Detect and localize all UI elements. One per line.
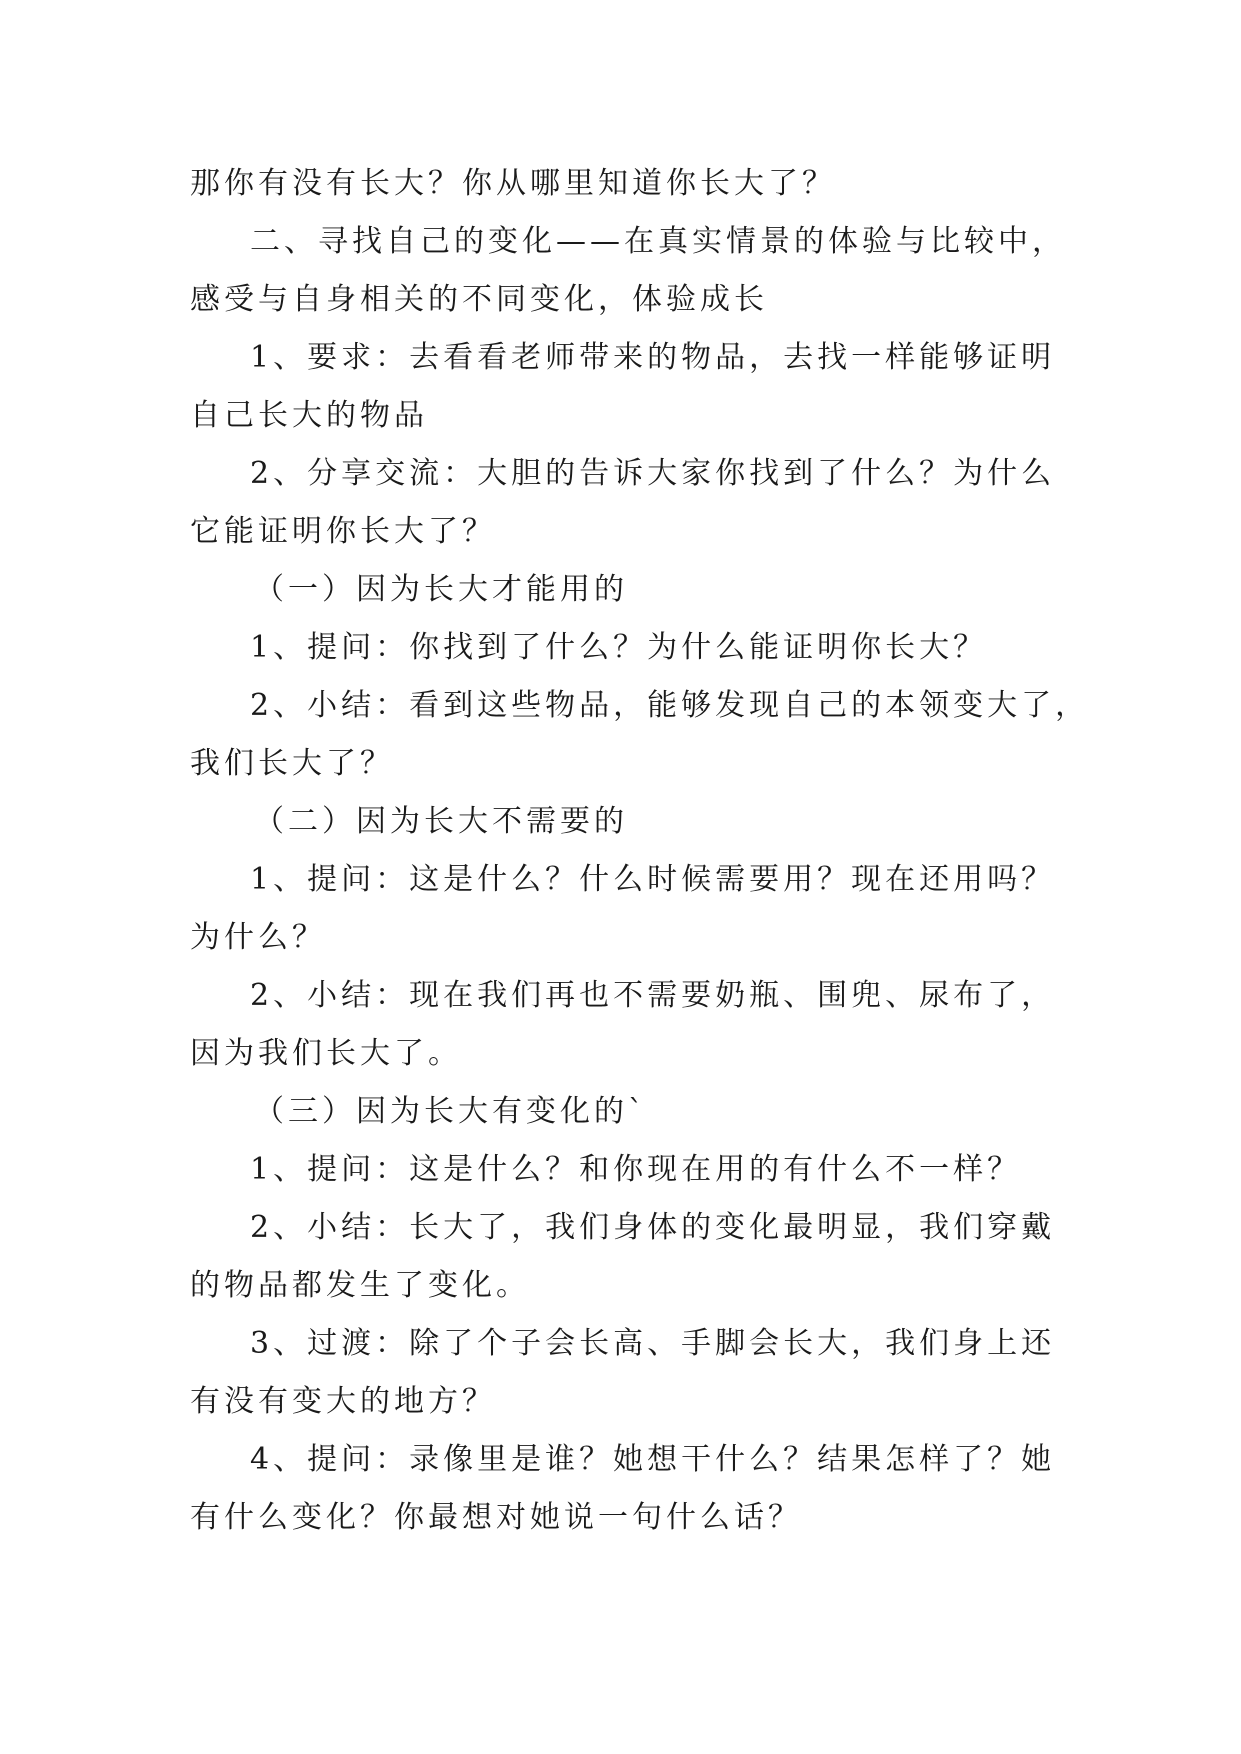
text-line: 那你有没有长大？你从哪里知道你长大了？: [190, 166, 836, 201]
text-line: 我们长大了？: [190, 746, 394, 781]
text-line: 感受与自身相关的不同变化，体验成长: [190, 282, 768, 317]
text-line: 的物品都发生了变化。: [190, 1268, 530, 1303]
text-line: 2、小结：长大了，我们身体的变化最明显，我们穿戴: [250, 1210, 1056, 1245]
subsection-heading: （二）因为长大不需要的: [254, 804, 628, 839]
subsection-heading: （三）因为长大有变化的`: [254, 1094, 647, 1129]
text-line: 4、提问：录像里是谁？她想干什么？结果怎样了？她: [250, 1442, 1056, 1477]
text-line: 为什么？: [190, 920, 326, 955]
section-heading: 二、寻找自己的变化——在真实情景的体验与比较中，: [250, 224, 1066, 259]
text-line: 3、过渡：除了个子会长高、手脚会长大，我们身上还: [250, 1326, 1056, 1361]
text-line: 自己长大的物品: [190, 398, 428, 433]
subsection-heading: （一）因为长大才能用的: [254, 572, 628, 607]
text-line: 2、分享交流：大胆的告诉大家你找到了什么？为什么: [250, 456, 1056, 491]
text-line: 它能证明你长大了？: [190, 514, 496, 549]
text-line: 2、小结：看到这些物品，能够发现自己的本领变大了，: [250, 688, 1090, 723]
text-line: 有没有变大的地方？: [190, 1384, 496, 1419]
text-line: 1、提问：你找到了什么？为什么能证明你长大？: [250, 630, 988, 665]
text-line: 因为我们长大了。: [190, 1036, 462, 1071]
text-line: 有什么变化？你最想对她说一句什么话？: [190, 1500, 802, 1535]
text-line: 1、要求：去看看老师带来的物品，去找一样能够证明: [250, 340, 1056, 375]
text-line: 2、小结：现在我们再也不需要奶瓶、围兜、尿布了，: [250, 978, 1056, 1013]
document-body: [190, 155, 1090, 1547]
text-line: 1、提问：这是什么？和你现在用的有什么不一样？: [250, 1152, 1022, 1187]
text-line: 1、提问：这是什么？什么时候需要用？现在还用吗？: [250, 862, 1056, 897]
